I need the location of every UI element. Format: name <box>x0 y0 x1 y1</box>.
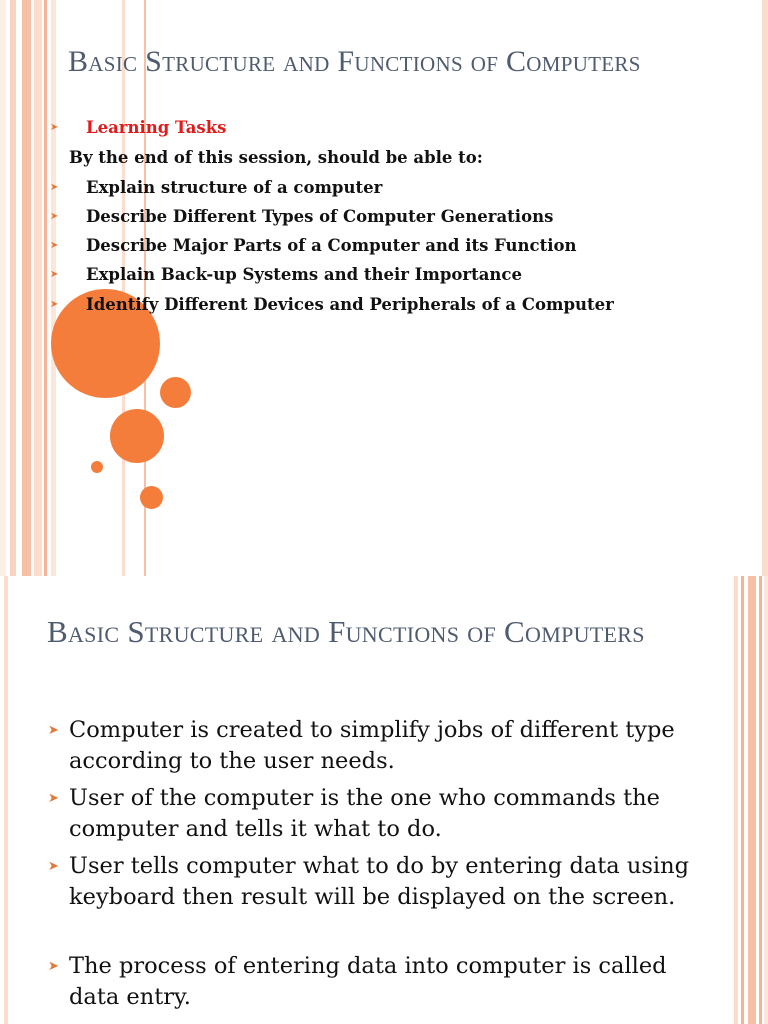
task-item: Identify Different Devices and Peripherals of a Computer <box>86 295 614 314</box>
decorative-circle <box>110 409 164 463</box>
decorative-stripe <box>734 576 738 1024</box>
content-bullet: The process of entering data into computer is called data entry. <box>69 953 667 1010</box>
decorative-stripe <box>741 576 744 1024</box>
decorative-stripe <box>759 576 762 1024</box>
arrowhead-bullet-icon: ➤ <box>50 299 59 310</box>
decorative-circle-small <box>91 461 103 473</box>
arrowhead-bullet-icon: ➤ <box>48 791 59 806</box>
content-bullet: User tells computer what to do by entering data using keyboard then result will be displayed on the screen. <box>69 853 690 910</box>
arrowhead-bullet-icon: ➤ <box>50 122 59 133</box>
decorative-stripe <box>50 0 59 576</box>
content-bullet: Computer is created to simplify jobs of different type according to the user needs. <box>69 717 675 774</box>
arrowhead-bullet-icon: ➤ <box>48 859 59 874</box>
content-bullet: User of the computer is the one who commands the computer and tells it what to do. <box>69 785 660 842</box>
arrowhead-bullet-icon: ➤ <box>50 269 59 280</box>
decorative-stripe <box>748 576 756 1024</box>
decorative-stripe <box>762 0 768 576</box>
arrowhead-bullet-icon: ➤ <box>48 723 59 738</box>
task-item: Describe Major Parts of a Computer and its Function <box>86 236 577 255</box>
arrowhead-bullet-icon: ➤ <box>48 959 59 974</box>
decorative-stripe <box>764 576 768 1024</box>
task-item: Explain Back-up Systems and their Importance <box>86 265 522 284</box>
learning-tasks-heading: Learning Tasks <box>86 118 227 137</box>
slide-title: Basic Structure and Functions of Computers <box>47 614 645 649</box>
decorative-stripe <box>10 0 16 576</box>
arrowhead-bullet-icon: ➤ <box>50 211 59 222</box>
decorative-stripe <box>22 0 31 576</box>
task-item: Describe Different Types of Computer Generations <box>86 207 554 226</box>
session-intro: By the end of this session, should be able to: <box>69 148 483 167</box>
arrowhead-bullet-icon: ➤ <box>50 240 59 251</box>
decorative-stripe <box>44 0 47 576</box>
decorative-circle <box>140 486 163 509</box>
slide-title: Basic Structure and Functions of Computers <box>68 45 641 78</box>
decorative-stripe <box>34 0 42 576</box>
decorative-stripe <box>122 0 125 576</box>
decorative-circle <box>160 377 191 408</box>
decorative-stripe <box>0 0 6 576</box>
decorative-stripe <box>4 576 8 1024</box>
task-item: Explain structure of a computer <box>86 178 383 197</box>
arrowhead-bullet-icon: ➤ <box>50 182 59 193</box>
